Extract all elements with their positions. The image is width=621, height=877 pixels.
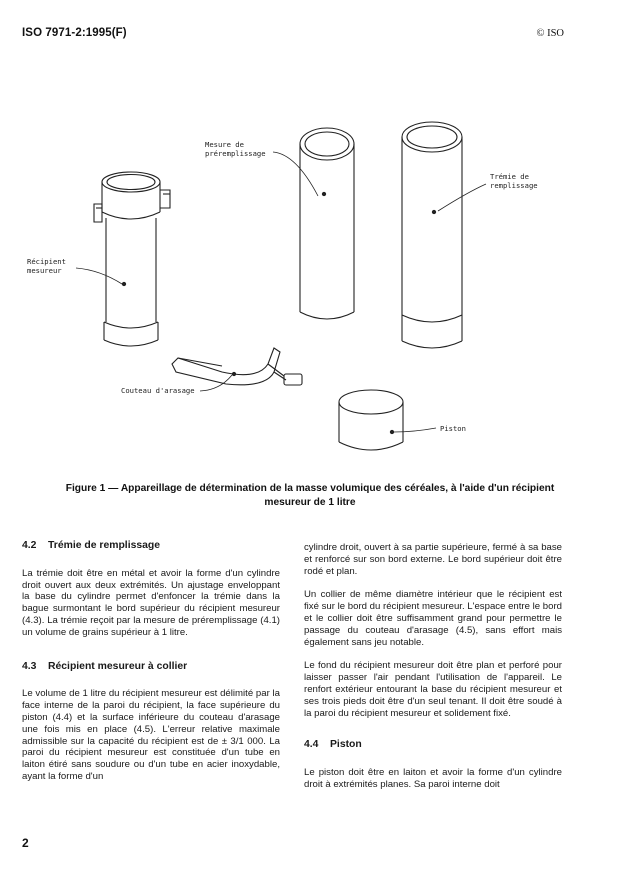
left-column xyxy=(22,540,280,795)
section-4-3-paragraph-1: Le volume de 1 litre du récipient mesureur est délimité par la face interne de la paroi du récipient, la face supérieure du piston (4.4) et la surface inférieure du couteau d'arasage une fois mis en place (4.5). L'erreur relative maximale admissible sur la capacité du récipient est de ± 3/1 000. La paroi du récipient mesureur est constituée d'un tube en laiton étiré sans soudure ou d'un tube en acier inoxydable, ayant la forme d'un xyxy=(22,688,280,782)
section-title: Piston xyxy=(330,739,362,751)
label-recipient-mesureur: Récipient mesureur xyxy=(27,257,66,275)
figure-caption-line2: mesureur de 1 litre xyxy=(264,497,356,508)
section-4-3-paragraph-2: cylindre droit, ouvert à sa partie supérieure, fermé à sa base et renforcé sur son bord externe. Le bord supérieur doit être rodé et plan. xyxy=(304,542,562,577)
section-title: Récipient mesureur à collier xyxy=(48,660,188,672)
copyright-notice: © ISO xyxy=(536,28,564,39)
document-id: ISO 7971-2:1995(F) xyxy=(22,27,127,39)
section-title: Trémie de remplissage xyxy=(48,540,161,551)
page-number: 2 xyxy=(22,836,29,850)
recipient-mesureur-drawing xyxy=(94,172,170,346)
section-4-2-paragraph: La trémie doit être en métal et avoir la forme d'un cylindre droit ouvert aux deux extrémités. Un ajustage enveloppant la base du cylindre permet d'enfoncer la trémie dans la bague surmontant le bord supérieur du récipient mesureur (4.3). La trémie reçoit par la mesure de préremplissage (4.1) un volume de grains supérieur à 1 litre. xyxy=(22,567,280,638)
section-number: 4.2 xyxy=(22,540,37,551)
section-number: 4.3 xyxy=(22,660,37,672)
section-number: 4.4 xyxy=(304,739,319,751)
figure-caption-line1: Figure 1 — Appareillage de détermination de la masse volumique des céréales, à l'aide d'un récipient xyxy=(65,483,555,494)
section-4-3-paragraph-3: Un collier de même diamètre intérieur que le récipient est fixé sur le bord du récipient mesureur. L'espace entre le bord et le collier doit être suffisamment grand pour permettre le passage du couteau d'arasage (4.5), sans effort mais également sans jeu notable. xyxy=(304,589,562,648)
label-couteau-arasage: Couteau d'arasage xyxy=(121,386,195,395)
section-4-4-paragraph: Le piston doit être en laiton et avoir la forme d'un cylindre droit à extrémités planes. Sa paroi interne doit xyxy=(304,767,562,790)
mesure-preremplissage-drawing xyxy=(300,128,354,319)
section-4-2-heading xyxy=(22,540,280,552)
label-tremie: Trémie de remplissage xyxy=(490,172,538,190)
right-column xyxy=(304,542,562,803)
tremie-drawing xyxy=(402,122,462,348)
figure-caption xyxy=(22,482,598,510)
section-4-3-paragraph-4: Le fond du récipient mesureur doit être plan et perforé pour laisser passer l'air pendant l'utilisation de l'appareil. Le renfort extérieur entourant la base du récipient mesureur et ses trois pieds doit être d'un seul tenant. Il doit être soudé à la paroi du récipient mesureur et solidement fixé. xyxy=(304,660,562,719)
label-mesure-preremplissage: Mesure de préremplissage xyxy=(205,140,266,158)
piston-drawing xyxy=(339,390,403,450)
section-4-3-heading xyxy=(22,661,280,673)
section-4-4-heading xyxy=(304,739,562,751)
couteau-arasage-drawing xyxy=(172,348,302,385)
label-piston: Piston xyxy=(440,424,466,433)
